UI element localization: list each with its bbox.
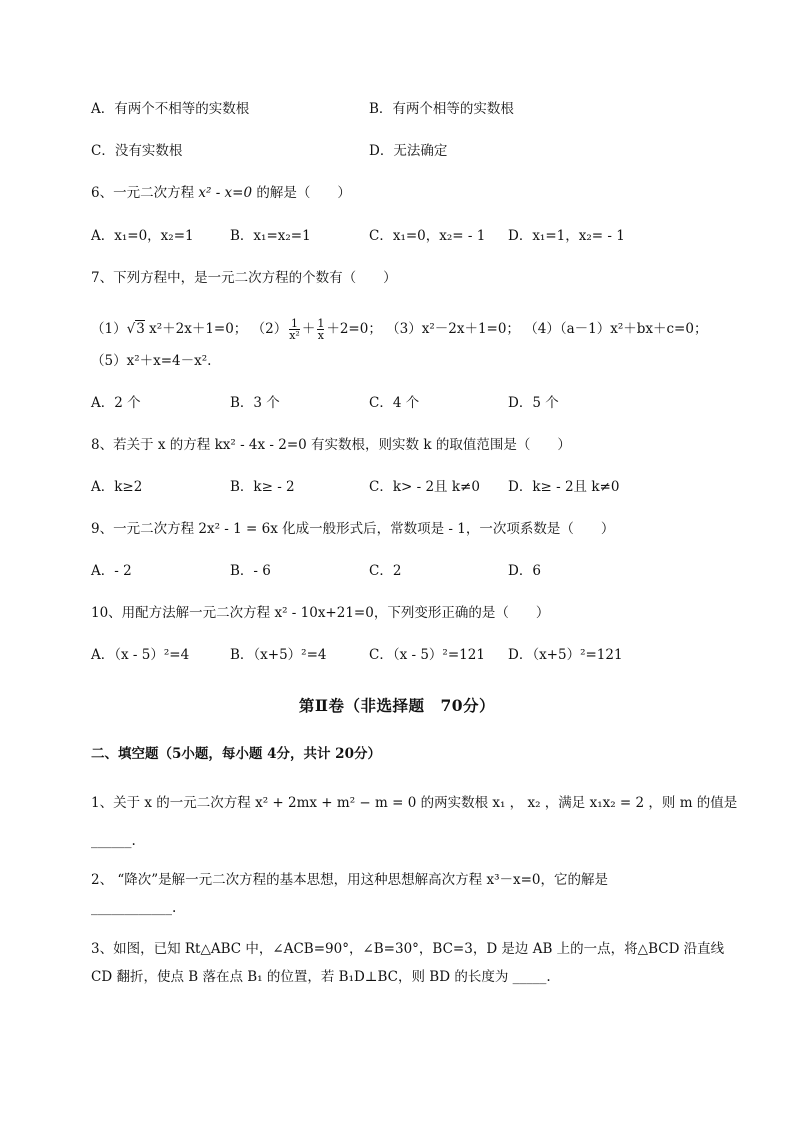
q6-stem-prefix: 6、一元二次方程	[91, 185, 199, 201]
q10-stem: 10、用配方法解一元二次方程 x² - 10x+21=0，下列变形正确的是（ ）	[91, 605, 550, 621]
q7-item4: （4）（a－1）x²＋bx＋c=0；	[524, 321, 708, 337]
fraction-1-over-x2: $\frac{1}{\text{x²}}$	[289, 317, 300, 342]
q6-option-d: D．x₁=1，x₂= - 1	[508, 228, 625, 244]
q8-stem: 8、若关于 x 的方程 kx² - 4x - 2=0 有实数根，则实数 k 的取值范围是（ ）	[91, 437, 571, 453]
q8-option-a: A．k≥2	[91, 479, 143, 495]
q7-item2-tail: ＋2=0；	[326, 321, 382, 337]
section2-heading: 二、填空题（5小题，每小题 4分，共计 20分）	[91, 746, 381, 762]
q6-stem	[91, 184, 351, 202]
q5-option-c: C．没有实数根	[91, 143, 183, 159]
q7-item5: （5）x²＋x=4－x².	[91, 353, 212, 369]
fill2-line2: ____________.	[91, 900, 177, 916]
q7-item3: （3）x²－2x＋1=0；	[386, 321, 520, 337]
part2-title: 第Ⅱ卷（非选择题 70分）	[298, 696, 496, 715]
q9-stem: 9、一元二次方程 2x² - 1 = 6x 化成一般形式后，常数项是 - 1，一次项系数是（ ）	[91, 521, 615, 537]
q10-option-c: C．（x - 5）²=121	[369, 647, 485, 663]
sqrt3: √3	[126, 321, 145, 337]
q7-item1-label: （1）	[91, 321, 127, 337]
q8-option-b: B．k≥ - 2	[230, 479, 295, 495]
q9-option-d: D．6	[508, 563, 541, 579]
q9-option-c: C．2	[369, 563, 402, 579]
q10-option-b: B．（x+5）²=4	[230, 647, 327, 663]
fraction-1-over-x: $\frac{1}{x}$	[317, 317, 325, 342]
fill3-line1: 3、如图，已知 Rt△ABC 中，∠ACB=90°，∠B=30°，BC=3，D 是边 AB 上的一点，将△BCD 沿直线	[91, 941, 725, 957]
q7-option-d: D．5 个	[508, 395, 559, 411]
fill1-line1: 1、关于 x 的一元二次方程 x² + 2mx + m² − m = 0 的两实数根 x₁ ， x₂ ，满足 x₁x₂ = 2 ，则 m 的值是	[91, 795, 738, 811]
q6-option-b: B．x₁=x₂=1	[230, 228, 311, 244]
q9-option-b: B．- 6	[230, 563, 271, 579]
q10-option-d: D．（x+5）²=121	[508, 647, 623, 663]
q6-option-a: A．x₁=0，x₂=1	[91, 228, 194, 244]
q6-option-c: C．x₁=0，x₂= - 1	[369, 228, 486, 244]
q7-option-b: B．3 个	[230, 395, 280, 411]
q5-option-d: D．无法确定	[369, 143, 448, 159]
q7-stem: 7、下列方程中，是一元二次方程的个数有（ ）	[91, 270, 397, 286]
q6-stem-suffix: 的解是（ ）	[252, 185, 351, 201]
q7-option-c: C．4 个	[369, 395, 420, 411]
q8-option-c: C．k> - 2且 k≠0	[369, 479, 480, 495]
q8-option-d: D．k≥ - 2且 k≠0	[508, 479, 620, 495]
fill3-line2: CD 翻折，使点 B 落在点 B₁ 的位置，若 B₁D⊥BC，则 BD 的长度为 _____.	[91, 969, 551, 985]
q5-option-b: B．有两个相等的实数根	[369, 101, 514, 117]
q6-stem-eq: x² - x=0	[198, 185, 253, 201]
q10-option-a: A．（x - 5）²=4	[91, 647, 190, 663]
q7-item2-label: （2）	[251, 321, 288, 337]
q9-option-a: A．- 2	[91, 563, 132, 579]
q7-item1-rest: x²＋2x＋1=0；	[149, 321, 248, 337]
q7-option-a: A．2 个	[91, 395, 141, 411]
q7-items-row1: （1）√3 x²＋2x＋1=0； （2） $\frac{1}{\text{x²}}$ ＋ $\frac{1}{x}$ ＋2=0； （3）x²－2x＋1=0； （4）（a－1）x²＋bx＋c=0；	[91, 317, 708, 342]
fill1-line2: ______.	[91, 833, 136, 849]
fill2-line1: 2、 “降次”是解一元二次方程的基本思想，用这种思想解高次方程 x³－x=0，它的解是	[91, 872, 609, 888]
q5-option-a: A．有两个不相等的实数根	[91, 101, 250, 117]
